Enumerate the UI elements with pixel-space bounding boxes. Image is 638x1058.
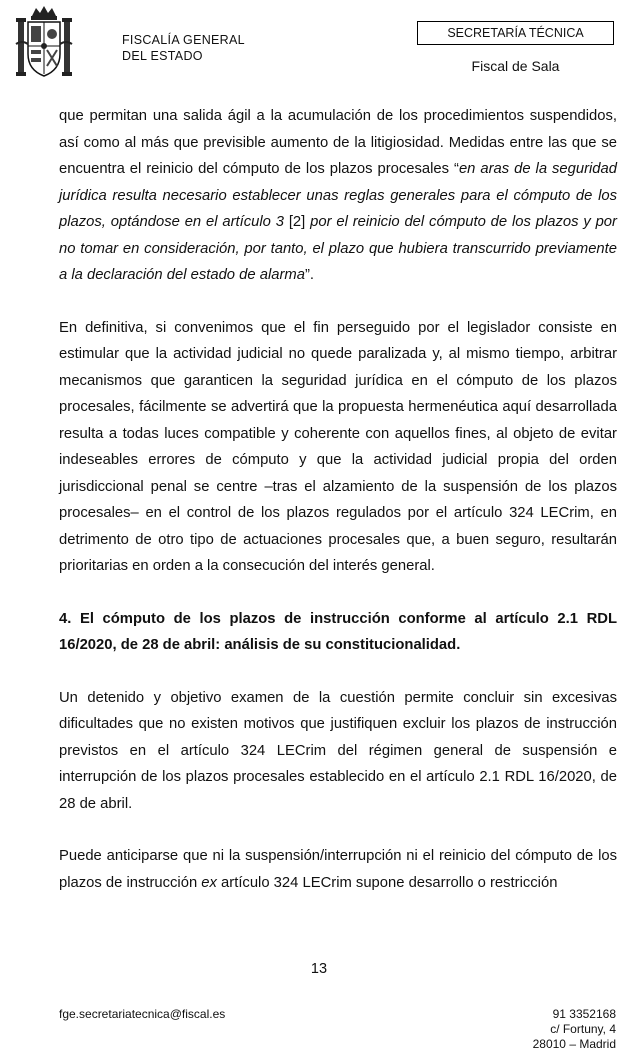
p4-text-a: Puede anticiparse que ni la suspensión/interrupción ni el reinicio del cómputo de los plazos de instrucción (59, 848, 617, 891)
paragraph-4 (59, 843, 617, 896)
p1-quote-a: en aras de la seguridad jurídica resulta necesario establecer unas reglas generales para el cómputo de los plazos, optándose en el artículo 3 (59, 161, 617, 230)
org-line-2: DEL ESTADO (122, 49, 203, 63)
footer-city: 28010 – Madrid (532, 1037, 616, 1051)
fiscal-de-sala: Fiscal de Sala (471, 58, 560, 74)
coat-of-arms-icon (14, 4, 74, 82)
p4-ex: ex (201, 874, 217, 891)
paragraph-2: En definitiva, si convenimos que el fin perseguido por el legislador consiste en estimular que la actividad judicial no quede paralizada y, al mismo tiempo, arbitrar mecanismos que garanticen la seguridad jurídica en el cómputo de los plazos procesales, fácilmente se advertirá que la propuesta hermenéutica aquí desarrollada resulta a todas luces compatible y coherente con aquellos fines, al objeto de evitar indeseables errores de cómputo y que la actividad judicial propia del orden jurisdiccional penal se centre –tras el alzamiento de la suspensión de los plazos procesales– en el control de los plazos regulados por el artículo 324 LECrim, en detrimento de otro tipo de actuaciones procesales que, a buen seguro, resultarán prioritarias en orden a la consecución del interés general. (59, 319, 617, 574)
org-line-1: FISCALÍA GENERAL (122, 33, 245, 47)
section-heading-4: 4. El cómputo de los plazos de instrucción conforme al artículo 2.1 RDL 16/2020, de 28 de abril: análisis de su constitucionalidad. (59, 610, 617, 653)
p1-footnote-ref: [2] (283, 214, 311, 230)
p1-text-a: que permitan una salida ágil a la acumulación de los procedimientos suspendidos, así como al más que previsible aumento de la litigiosidad. Medidas entre las que se encuentra el reinicio del cómputo de los plazos procesales “ (59, 108, 617, 177)
footer-phone: 91 3352168 (552, 1007, 616, 1021)
p1-quote-b: por el reinicio del cómputo de los plazos y por no tomar en consideración, por tanto, el plazo que hubiera transcurrido previamente a la declaración del estado de alarma (59, 214, 617, 283)
p4-text-c: artículo 324 LECrim supone desarrollo o restricción (216, 874, 558, 891)
document-body (59, 103, 617, 896)
page-number: 13 (310, 961, 328, 977)
secretaria-tecnica-box: SECRETARÍA TÉCNICA (417, 21, 614, 45)
footer-address (533, 1007, 616, 1052)
footer-street: c/ Fortuny, 4 (550, 1022, 616, 1036)
p1-text-end: ”. (304, 267, 314, 283)
paragraph-1 (59, 103, 617, 289)
organization-name (122, 32, 245, 64)
paragraph-3: Un detenido y objetivo examen de la cuestión permite concluir sin excesivas dificultades que no existen motivos que justifiquen excluir los plazos de instrucción previstos en el artículo 324 LECrim del régimen general de suspensión e interrupción de los plazos procesales establecido en el artículo 2.1 RDL 16/2020, de 28 de abril. (59, 689, 617, 812)
footer-email: fge.secretariatecnica@fiscal.es (59, 1007, 226, 1021)
